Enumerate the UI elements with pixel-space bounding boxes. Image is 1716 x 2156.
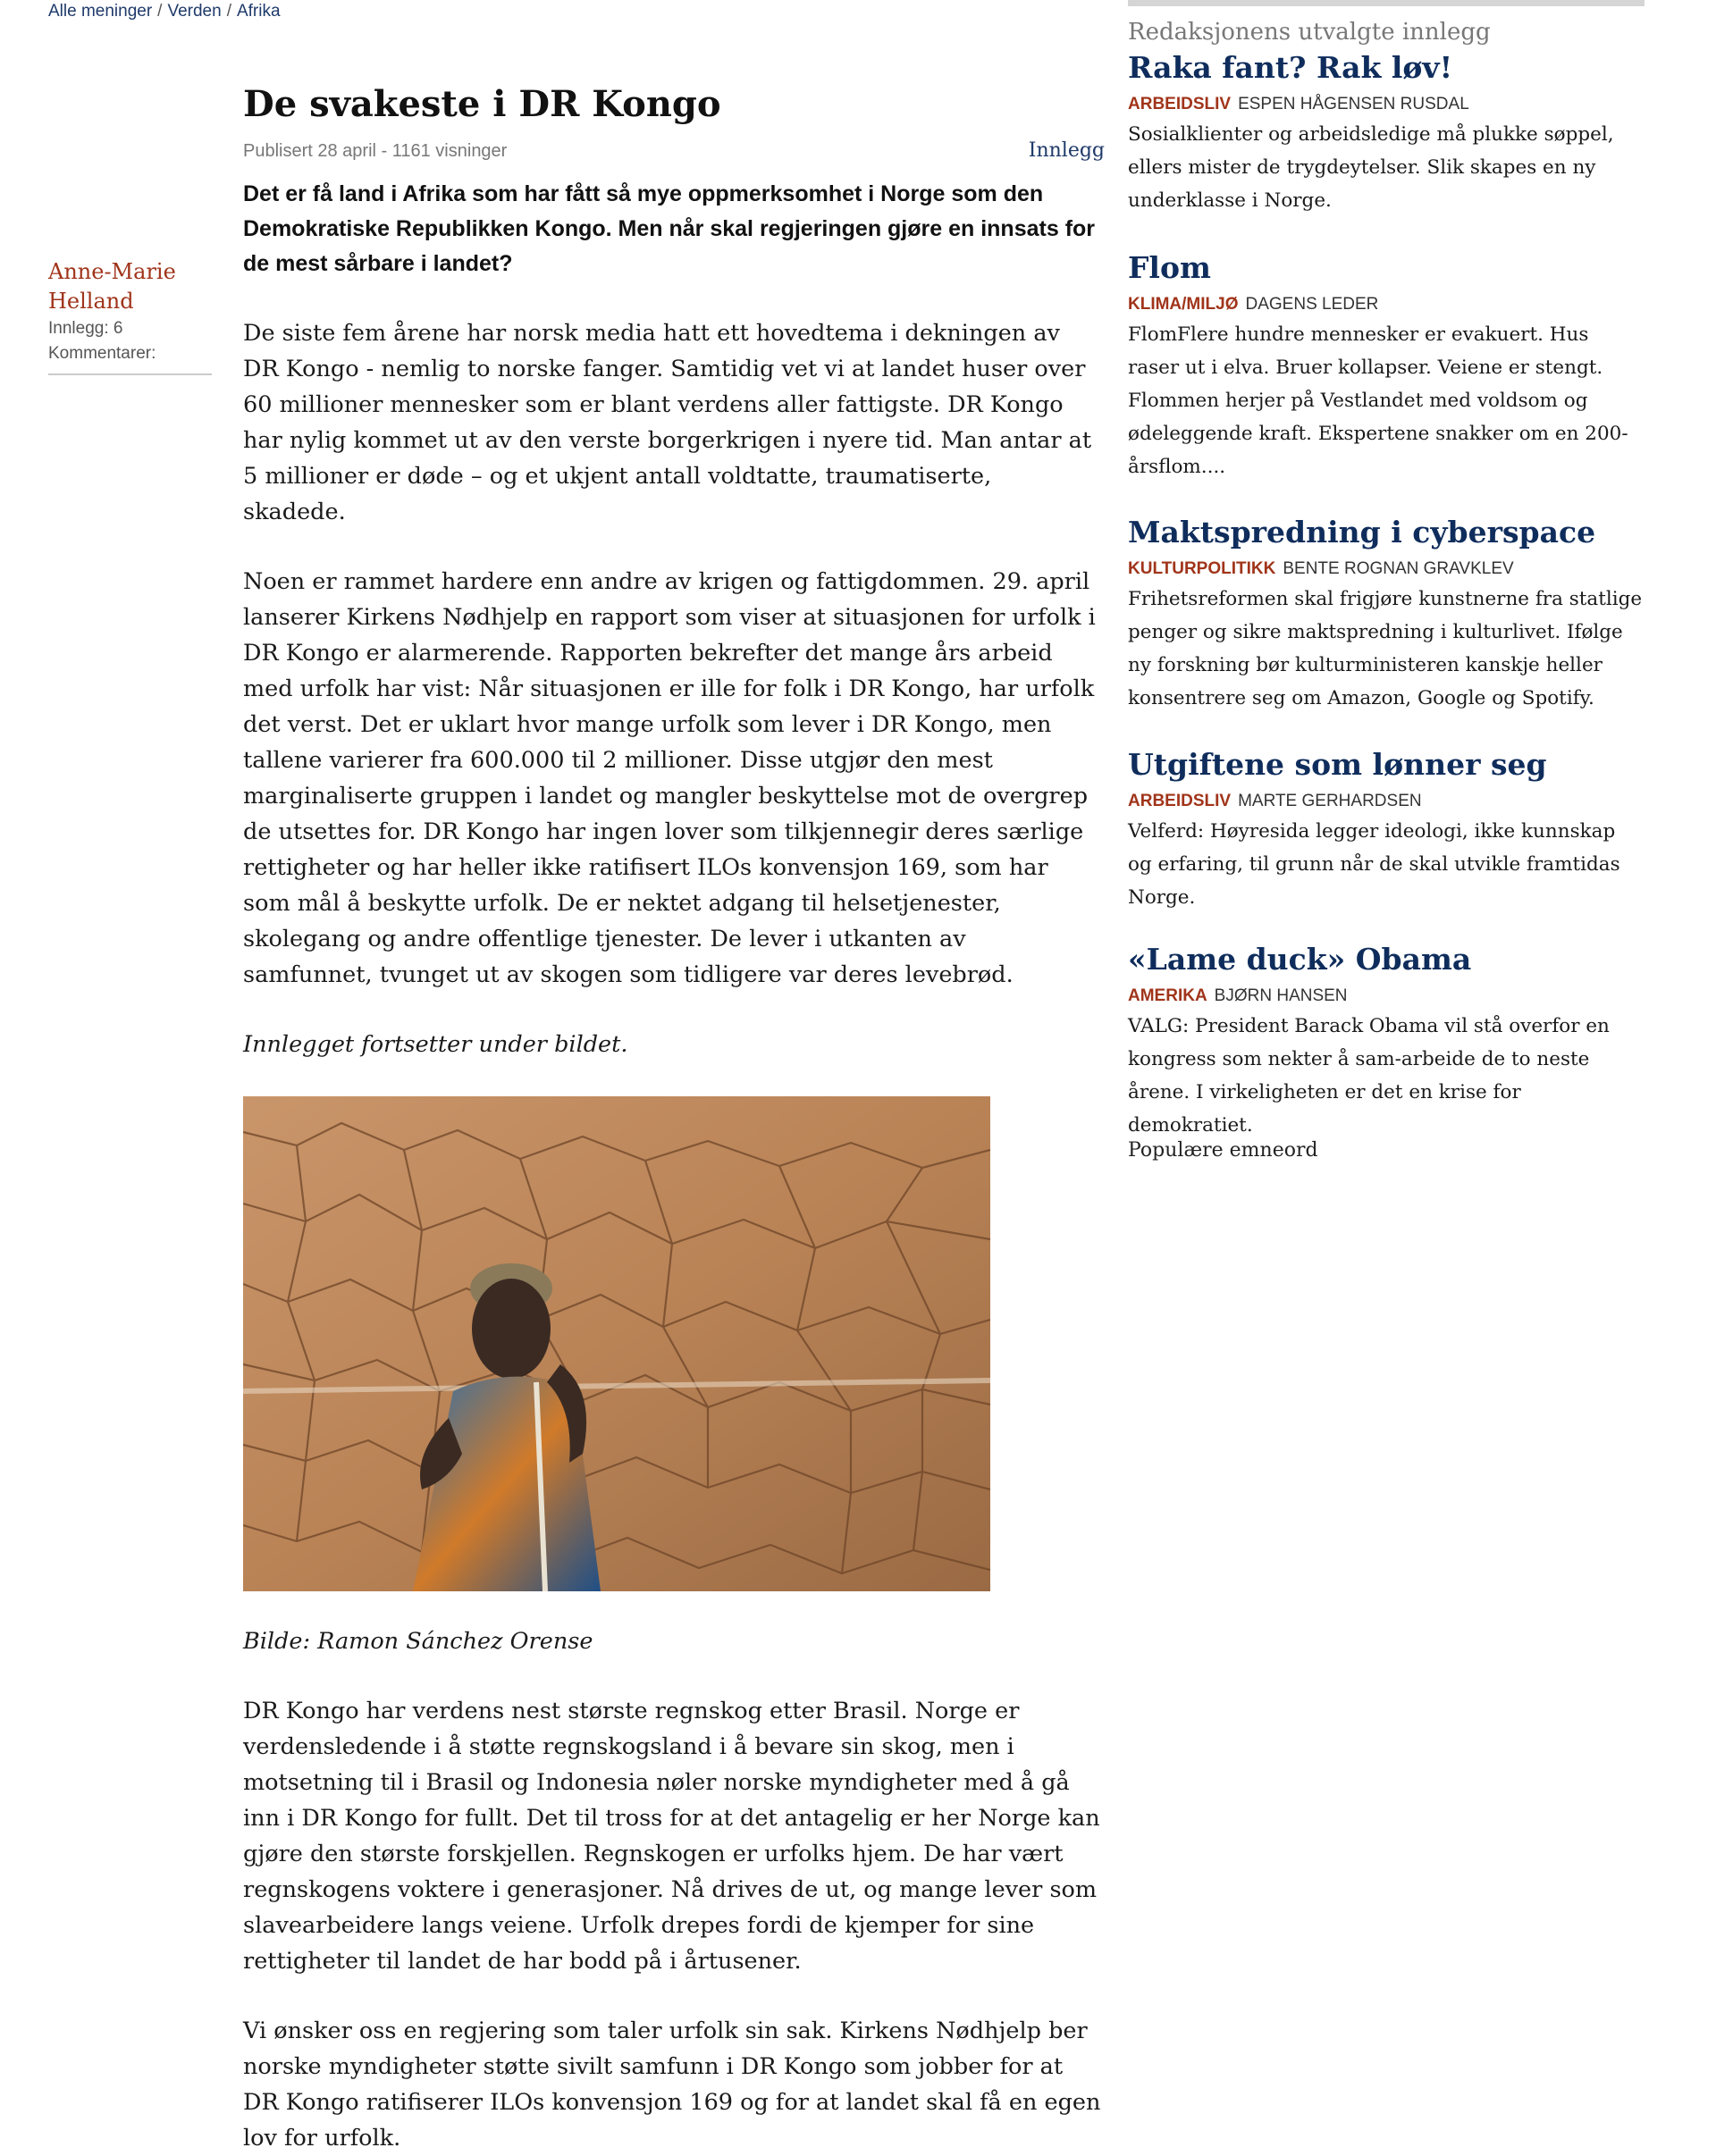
breadcrumb [48,0,281,23]
author-divider [48,373,212,375]
article-paragraph: De siste fem årene har norsk media hatt ett hovedtema i dekningen av DR Kongo - nemlig to norske fanger. Samtidig vet vi at landet huser over 60 millioner mennesker som er blant verdens aller fattigste. DR Kongo har nylig kommet ut av den verste borgerkrigen i nyere tid. Man antar at 5 millioner er døde – og et ukjent antall voldtatte, traumatiserte, skadede. [243,320,1092,525]
sidebar-item [1128,248,1644,483]
article-paragraph: Noen er rammet hardere enn andre av krigen og fattigdommen. 29. april lanserer Kirkens Nødhjelp en rapport som viser at situasjonen for urfolk i DR Kongo er alarmerende. Rapporten bekrefter det mange års arbeid med urfolk har vist: Når situasjonen er ille for folk i DR Kongo, har urfolk det verst. Det er uklart hvor mange urfolk som lever i DR Kongo, men tallene varierer fra 600.000 til 2 millioner. Disse utgjør den mest marginaliserte gruppen i landet og mangler beskyttelse mot de overgrep de utsettes for. DR Kongo har ingen lover som tilkjennegir deres særlige rettigheter og har heller ikke ratifisert ILOs konvensjon 169, som har som mål å beskytte urfolk. De er nektet adgang til helsetjenester, skolegang og andre offentlige tjenester. De lever i utkanten av samfunnet, tvunget ut av skogen som tidligere var deres levebrød. [243,568,1096,988]
sidebar-item-author: MARTE GERHARDSEN [1238,792,1422,810]
breadcrumb-link-world[interactable]: Verden [167,2,222,21]
article-photo [243,1096,990,1591]
article-paragraph: DR Kongo har verdens nest største regnskog etter Brasil. Norge er verdensledende i å støtte regnskogsland i å bevare sin skog, men i motsetning til i Brasil og Indonesia nøler norske myndigheter med å gå inn i DR Kongo for fullt. Det til tross for at det antagelig er her Norge kan gjøre den største forskjellen. Regnskogen er urfolks hjem. De har vært regnskogens voktere i generasjoner. Nå drives de ut, og mange lever som slavearbeidere langs veiene. Urfolk drepes fordi de kjemper for sine rettigheter til landet de har bodd på i årtusener. [243,1698,1100,1975]
popular-topics-heading: Populære emneord [1128,1139,1318,1162]
breadcrumb-separator: / [226,2,231,21]
breadcrumb-separator: / [157,2,163,21]
sidebar-item-category-link[interactable]: ARBEIDSLIV [1128,792,1232,810]
article [243,79,1105,2156]
breadcrumb-link-africa[interactable]: Afrika [236,2,281,21]
author-comments-count: Kommentarer: [48,344,156,363]
sidebar-item-author: DAGENS LEDER [1245,295,1379,314]
sidebar-item-title-link[interactable]: Raka fant? Rak løv! [1128,50,1453,85]
sidebar-item-excerpt: Sosialklienter og arbeidsledige må plukke søppel, ellers mister de trygdeytelser. Slik skapes en ny underklasse i Norge. [1128,123,1614,212]
article-lead: Det er få land i Afrika som har fått så mye oppmerksomhet i Norge som den Demokratiske Republikken Kongo. Men når skal regjeringen gjøre en innsats for de mest sårbare i landet? [243,181,1096,276]
sidebar-item-author: ESPEN HÅGENSEN RUSDAL [1238,95,1469,113]
sidebar-item [1128,940,1644,1142]
sidebar-item-title-link[interactable]: «Lame duck» Obama [1128,942,1472,977]
sidebar-item-excerpt: FlomFlere hundre mennesker er evakuert. Hus raser ut i elva. Bruer kollapser. Veiene er stengt. Flommen herjer på Vestlandet med voldsom og ødeleggende kraft. Ekspertene snakker om en 200-årsflom.... [1128,323,1628,478]
sidebar-item [1128,745,1644,914]
sidebar-item-category-link[interactable]: KULTURPOLITIKK [1128,559,1276,578]
publish-info: Publisert 28 april - 1161 visninger [243,141,508,161]
author-box [48,257,212,375]
sidebar-item-meta [1128,93,1644,116]
article-meta-row [243,136,1105,168]
sidebar-top-rule [1128,0,1644,6]
sidebar-item [1128,513,1644,715]
article-paragraph: Vi ønsker oss en regjering som taler urfolk sin sak. Kirkens Nødhjelp ber norske myndigheter støtte sivilt samfunn i DR Kongo som jobber for at DR Kongo ratifiserer ILOs konvensjon 169 og for at landet skal få en egen lov for urfolk. [243,2018,1101,2152]
author-name-link[interactable]: Anne-Marie Helland [48,259,176,314]
sidebar-item-category-link[interactable]: KLIMA/MILJØ [1128,295,1239,314]
sidebar-item-category-link[interactable]: AMERIKA [1128,986,1207,1005]
sidebar-item-title-link[interactable]: Flom [1128,250,1211,285]
sidebar-item-title-link[interactable]: Utgiftene som lønner seg [1128,747,1547,782]
sidebar-item-author: BENTE ROGNAN GRAVKLEV [1283,559,1514,578]
sidebar-item-category-link[interactable]: ARBEIDSLIV [1128,95,1232,113]
sidebar-item-excerpt: VALG: President Barack Obama vil stå overfor en kongress som nekter å sam-arbeide de to neste årene. I virkeligheten er det en krise for demokratiet. [1128,1015,1610,1137]
article-title: De svakeste i DR Kongo [243,83,721,125]
image-caption: Bilde: Ramon Sánchez Orense [243,1628,593,1655]
sidebar-item-excerpt: Velferd: Høyresida legger ideologi, ikke kunnskap og erfaring, til grunn når de skal utvikle framtidas Norge. [1128,820,1620,909]
sidebar-item [1128,48,1644,217]
sidebar-item-title-link[interactable]: Maktspredning i cyberspace [1128,515,1596,549]
continue-note: Innlegget fortsetter under bildet. [243,1031,628,1058]
sidebar-item-meta [1128,558,1644,581]
sidebar-item-meta [1128,790,1644,813]
article-type-link[interactable]: Innlegg [1028,139,1105,162]
sidebar-section-title: Redaksjonens utvalgte innlegg [1128,19,1491,46]
breadcrumb-link-all-opinions[interactable]: Alle meninger [48,2,153,21]
woman-leaning-on-mud-wall-image [243,1096,990,1591]
sidebar-item-meta [1128,293,1644,316]
sidebar-item-author: BJØRN HANSEN [1214,986,1348,1005]
sidebar-item-meta [1128,985,1644,1008]
sidebar-editors-picks [1128,0,1644,1162]
author-posts-count: Innlegg: 6 [48,319,123,338]
sidebar-item-excerpt: Frihetsreformen skal frigjøre kunstnerne fra statlige penger og sikre maktspredning i kulturlivet. Ifølge ny forskning bør kulturministeren kanskje heller konsentrere seg om Amazon, Google og Spotify. [1128,588,1643,709]
